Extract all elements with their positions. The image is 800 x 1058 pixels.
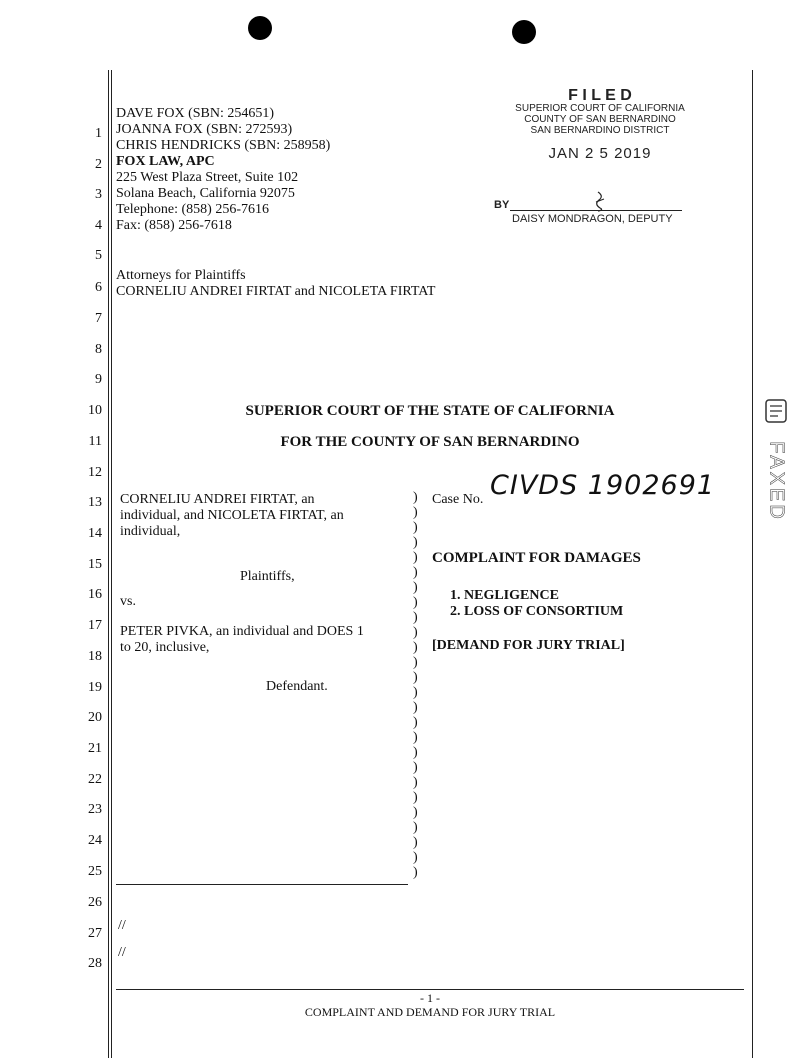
footer-rule: [116, 989, 744, 990]
firm-name: FOX LAW, APC: [116, 154, 215, 169]
filed-heading: F I L E D: [568, 87, 632, 104]
caption-paren: ): [413, 535, 418, 550]
jury-demand: [DEMAND FOR JURY TRIAL]: [432, 638, 625, 653]
page-number: - 1 -: [420, 991, 440, 1005]
punch-hole-right: [512, 20, 536, 44]
line-number: 24: [88, 833, 102, 848]
left-margin-rule: [108, 70, 109, 1058]
court-county-title: FOR THE COUNTY OF SAN BERNARDINO: [280, 434, 580, 450]
line-number: 17: [88, 618, 102, 633]
caption-paren: ): [413, 505, 418, 520]
attorney-line: Solana Beach, California 92075: [116, 186, 295, 201]
case-number-handwritten: CIVDS 1902691: [490, 470, 716, 501]
caption-paren: ): [413, 760, 418, 775]
caption-paren: ): [413, 790, 418, 805]
attorney-line: 225 West Plaza Street, Suite 102: [116, 170, 299, 185]
caption-paren: ): [413, 595, 418, 610]
line-number: 18: [88, 649, 102, 664]
line-number: 20: [88, 710, 102, 725]
footer-title: COMPLAINT AND DEMAND FOR JURY TRIAL: [304, 1005, 556, 1019]
line-number: 6: [95, 280, 102, 295]
stamp-date: JAN 2 5 2019: [548, 145, 652, 162]
line-number: 10: [88, 403, 102, 418]
line-number: 16: [88, 587, 102, 602]
line-number: 5: [95, 248, 102, 263]
line-number: 8: [95, 342, 102, 357]
caption-paren: ): [413, 565, 418, 580]
line-number: 25: [88, 864, 102, 879]
continuation-mark: //: [118, 918, 126, 933]
caption-paren: ): [413, 805, 418, 820]
caption-paren: ): [413, 640, 418, 655]
versus: vs.: [120, 594, 136, 609]
court-title: SUPERIOR COURT OF THE STATE OF CALIFORNIA: [245, 403, 615, 419]
cause-of-action: 1. NEGLIGENCE: [450, 588, 559, 603]
cause-of-action: 2. LOSS OF CONSORTIUM: [450, 604, 624, 619]
punch-hole-left: [248, 16, 272, 40]
caption-paren: ): [413, 835, 418, 850]
caption-paren: ): [413, 610, 418, 625]
line-number: 14: [88, 526, 102, 541]
line-number: 22: [88, 772, 102, 787]
deputy-initial-signature: [590, 190, 610, 212]
complaint-title: COMPLAINT FOR DAMAGES: [432, 550, 641, 566]
caption-paren: ): [413, 685, 418, 700]
caption-bottom-rule: [116, 884, 408, 885]
caption-paren: ): [413, 775, 418, 790]
caption-paren: ): [413, 580, 418, 595]
line-number: 3: [95, 187, 102, 202]
defendant-name: to 20, inclusive,: [120, 640, 210, 655]
stamp-by: BY: [494, 199, 510, 211]
caption-paren: ): [413, 550, 418, 565]
plaintiffs-name: individual, and NICOLETA FIRTAT, an: [120, 508, 344, 523]
line-number: 4: [95, 218, 102, 233]
caption-parentheses: [413, 490, 418, 880]
caption-paren: ): [413, 715, 418, 730]
caption-paren: ): [413, 820, 418, 835]
stamp-county: COUNTY OF SAN BERNARDINO: [524, 114, 676, 125]
continuation-mark: //: [118, 945, 126, 960]
caption-paren: ): [413, 745, 418, 760]
line-number: 12: [88, 465, 102, 480]
stamp-district: SAN BERNARDINO DISTRICT: [530, 125, 670, 136]
caption-paren: ): [413, 670, 418, 685]
plaintiffs-name: individual,: [120, 524, 181, 539]
caption-paren: ): [413, 655, 418, 670]
filed-stamp: [480, 88, 720, 164]
plaintiffs-name: CORNELIU ANDREI FIRTAT, an: [120, 492, 315, 507]
left-margin-rule-inner: [111, 70, 112, 1058]
plaintiffs-label: Plaintiffs,: [240, 569, 295, 584]
side-stamp-text: FAXED: [765, 441, 788, 522]
attorneys-for-label: Attorneys for Plaintiffs: [116, 268, 246, 283]
attorney-line: Fax: (858) 256-7618: [116, 218, 232, 233]
line-number: 2: [95, 157, 102, 172]
defendant-name: PETER PIVKA, an individual and DOES 1: [120, 624, 364, 639]
stamp-deputy: DAISY MONDRAGON, DEPUTY: [512, 213, 673, 225]
caption-paren: ): [413, 625, 418, 640]
attorneys-for-names: CORNELIU ANDREI FIRTAT and NICOLETA FIRTAT: [116, 284, 436, 299]
attorney-block: [116, 106, 330, 234]
attorney-line: JOANNA FOX (SBN: 272593): [116, 122, 293, 137]
line-number: 7: [95, 311, 102, 326]
line-number: 1: [95, 126, 102, 141]
line-number: 13: [88, 495, 102, 510]
caption-paren: ): [413, 700, 418, 715]
line-number: 23: [88, 802, 102, 817]
attorney-line: DAVE FOX (SBN: 254651): [116, 106, 275, 121]
attorney-line: Telephone: (858) 256-7616: [116, 202, 269, 217]
line-number: 19: [88, 680, 102, 695]
line-number: 21: [88, 741, 102, 756]
line-number: 26: [88, 895, 102, 910]
case-number-label: Case No.: [432, 492, 484, 507]
line-number: 28: [88, 956, 102, 971]
faxed-side-stamp: [762, 398, 790, 538]
line-number: 15: [88, 557, 102, 572]
attorney-line: CHRIS HENDRICKS (SBN: 258958): [116, 138, 331, 153]
stamp-court: SUPERIOR COURT OF CALIFORNIA: [515, 103, 685, 114]
caption-paren: ): [413, 865, 418, 880]
right-margin-rule: [752, 70, 753, 1058]
line-number: 9: [95, 372, 102, 387]
caption-paren: ): [413, 520, 418, 535]
caption-paren: ): [413, 730, 418, 745]
caption-paren: ): [413, 490, 418, 505]
line-number: 11: [88, 434, 102, 449]
defendant-label: Defendant.: [266, 679, 328, 694]
caption-paren: ): [413, 850, 418, 865]
line-number: 27: [88, 926, 102, 941]
